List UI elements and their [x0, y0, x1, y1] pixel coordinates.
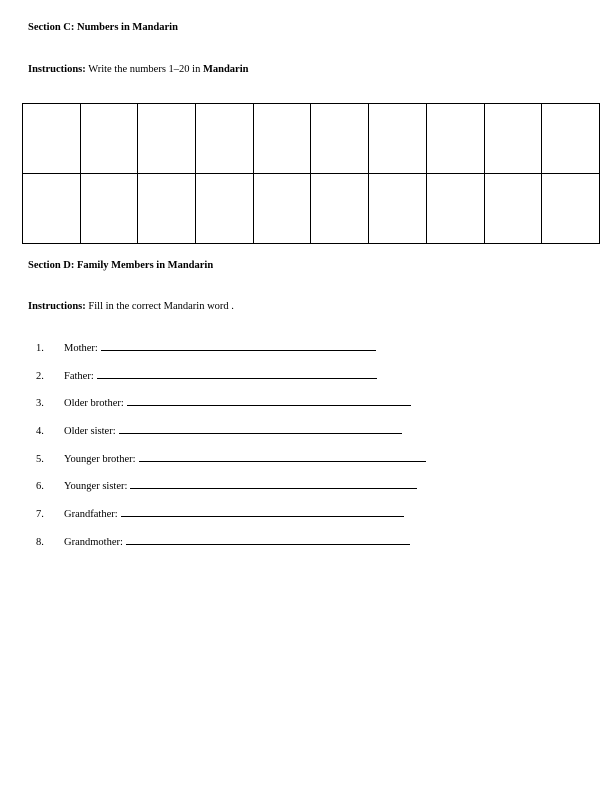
- grid-cell[interactable]: [484, 174, 542, 244]
- section-c-instructions: [28, 64, 248, 75]
- grid-cell[interactable]: [542, 104, 600, 174]
- grid-cell[interactable]: [80, 174, 138, 244]
- item-label: Grandmother:: [64, 536, 123, 548]
- item-number: 5 .: [36, 454, 64, 465]
- item-number: 8 .: [36, 537, 64, 548]
- item-label: Grandfather:: [64, 509, 118, 521]
- item-label: Mother:: [64, 343, 98, 354]
- list-item: [36, 534, 426, 562]
- grid-cell[interactable]: [311, 104, 369, 174]
- item-label: Father:: [64, 370, 94, 382]
- family-members-list: [36, 340, 426, 562]
- answer-blank[interactable]: [97, 368, 377, 379]
- answer-blank[interactable]: [139, 451, 426, 462]
- grid-row: [23, 104, 600, 174]
- grid-cell[interactable]: [138, 174, 196, 244]
- instructions-label: Instructions:: [28, 301, 86, 312]
- item-number: 1 .: [36, 343, 64, 354]
- list-item: [36, 506, 426, 534]
- instructions-label: Instructions:: [28, 64, 86, 75]
- grid-row: [23, 174, 600, 244]
- section-d-heading: Section D: Family Members in Mandarin: [28, 260, 214, 271]
- list-item: [36, 478, 426, 506]
- grid-cell[interactable]: [484, 104, 542, 174]
- grid-cell[interactable]: [311, 174, 369, 244]
- section-d-instructions: [28, 301, 234, 312]
- item-label: Older brother:: [64, 398, 124, 410]
- answer-blank[interactable]: [119, 423, 402, 434]
- numbers-grid: [22, 103, 600, 244]
- list-item: [36, 368, 426, 396]
- section-c-heading: Section C: Numbers in Mandarin: [28, 22, 178, 33]
- item-number: 4 .: [36, 426, 64, 437]
- list-item: [36, 395, 426, 423]
- grid-cell[interactable]: [80, 104, 138, 174]
- answer-blank[interactable]: [101, 340, 376, 351]
- grid-cell[interactable]: [542, 174, 600, 244]
- grid-cell[interactable]: [253, 104, 311, 174]
- list-item: [36, 340, 426, 368]
- grid-cell[interactable]: [196, 174, 254, 244]
- answer-blank[interactable]: [121, 506, 404, 517]
- item-label: Younger brother:: [64, 453, 136, 465]
- list-item: [36, 423, 426, 451]
- grid-cell[interactable]: [253, 174, 311, 244]
- item-number: 6 .: [36, 481, 64, 492]
- item-number: 2 .: [36, 371, 64, 382]
- grid-cell[interactable]: [369, 104, 427, 174]
- answer-blank[interactable]: [130, 478, 417, 489]
- grid-cell[interactable]: [23, 104, 81, 174]
- instructions-text: Fill in the correct Mandarin word .: [85, 301, 234, 312]
- grid-cell[interactable]: [369, 174, 427, 244]
- item-label: Younger sister:: [64, 481, 128, 493]
- instructions-text: Write the numbers 1–20 in: [85, 64, 203, 75]
- list-item: [36, 451, 426, 479]
- grid-cell[interactable]: [426, 174, 484, 244]
- item-number: 7 .: [36, 509, 64, 520]
- grid-cell[interactable]: [138, 104, 196, 174]
- instructions-emphasis: Mandarin: [202, 64, 249, 75]
- grid-cell[interactable]: [23, 174, 81, 244]
- item-label: Older sister:: [64, 426, 116, 438]
- grid-cell[interactable]: [196, 104, 254, 174]
- item-number: 3 .: [36, 398, 64, 409]
- grid-cell[interactable]: [426, 104, 484, 174]
- answer-blank[interactable]: [126, 534, 410, 545]
- answer-blank[interactable]: [127, 395, 411, 406]
